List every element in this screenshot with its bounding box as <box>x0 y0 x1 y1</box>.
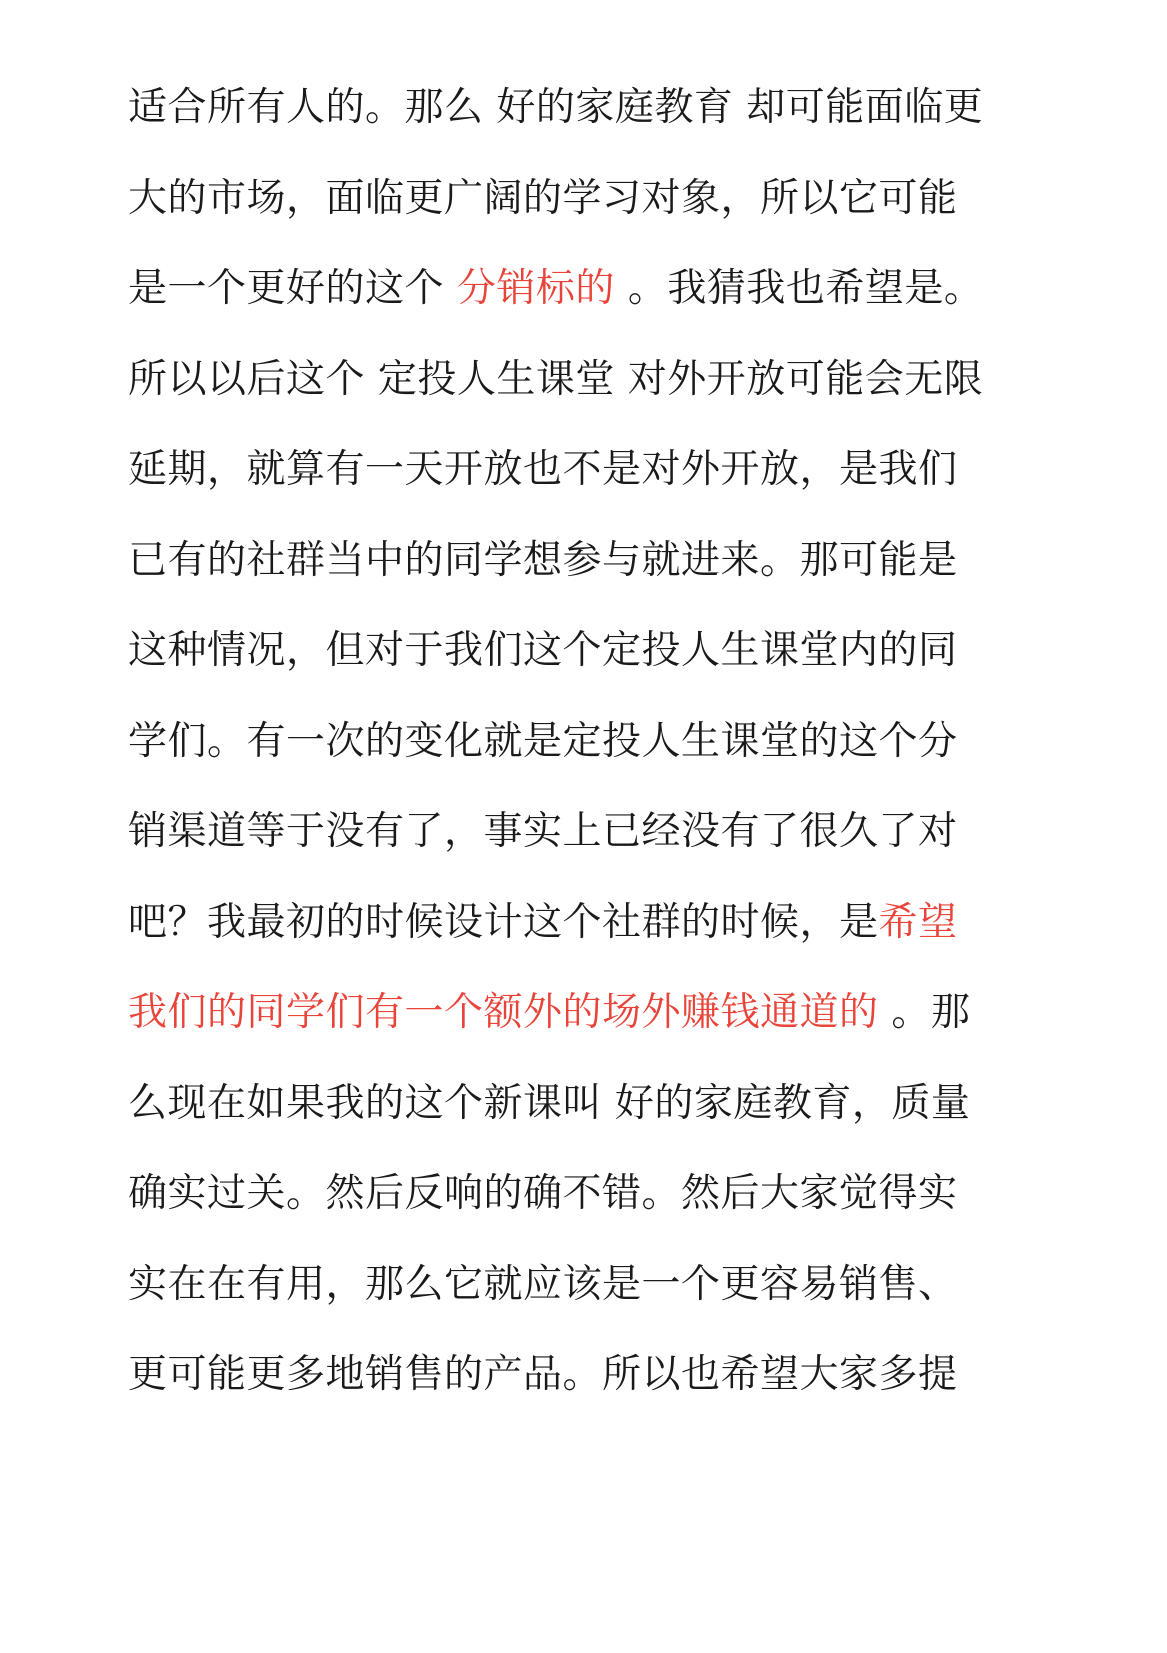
text-line <box>128 76 1048 167</box>
text-line <box>128 1343 1048 1434</box>
text-line <box>128 800 1048 891</box>
body-text-segment: 吧？我最初的时候设计这个社群的时候，是 <box>128 899 879 945</box>
body-text-segment: 确实过关。然后反响的确不错。然后大家觉得实 <box>128 1171 958 1216</box>
text-line <box>128 891 1048 982</box>
text-line <box>128 438 1048 529</box>
text-line <box>128 529 1048 620</box>
text-line <box>128 710 1048 801</box>
body-text-segment: 。我猜我也希望是。 <box>614 266 984 311</box>
text-line <box>128 257 1048 348</box>
body-text-segment: 这种情况，但对于我们这个定投人生课堂内的同 <box>128 628 958 673</box>
text-line <box>128 1072 1048 1163</box>
body-text-segment: 所以以后这个 定投人生课堂 对外开放可能会无限 <box>128 356 984 402</box>
body-text-segment: 销渠道等于没有了，事实上已经没有了很久了对 <box>128 809 958 854</box>
body-text-segment: 么现在如果我的这个新课叫 好的家庭教育，质量 <box>128 1080 971 1126</box>
highlighted-text: 分销标的 <box>456 266 615 311</box>
text-line <box>128 619 1048 710</box>
body-text <box>128 76 1048 1434</box>
highlighted-text: 希望 <box>878 899 958 945</box>
text-line <box>128 348 1048 439</box>
highlighted-text: 我们的同学们有一个额外的场外赚钱通道的 <box>128 990 879 1035</box>
body-text-segment: 大的市场，面临更广阔的学习对象，所以它可能 <box>128 175 958 221</box>
text-line <box>128 167 1048 258</box>
text-line <box>128 1253 1048 1344</box>
text-line <box>128 1162 1048 1253</box>
text-line <box>128 981 1048 1072</box>
body-text-segment: 已有的社群当中的同学想参与就进来。那可能是 <box>128 537 958 583</box>
body-text-segment: 实在在有用，那么它就应该是一个更容易销售、 <box>128 1261 958 1307</box>
body-text-segment: 延期，就算有一天开放也不是对外开放，是我们 <box>128 447 958 492</box>
body-text-segment: 学们。有一次的变化就是定投人生课堂的这个分 <box>128 718 958 764</box>
body-text-segment: 是一个更好的这个 <box>128 266 457 311</box>
body-text-segment: 。那 <box>878 990 971 1035</box>
body-text-segment: 更可能更多地销售的产品。所以也希望大家多提 <box>128 1352 958 1397</box>
body-text-segment: 适合所有人的。那么 好的家庭教育 却可能面临更 <box>128 85 984 130</box>
